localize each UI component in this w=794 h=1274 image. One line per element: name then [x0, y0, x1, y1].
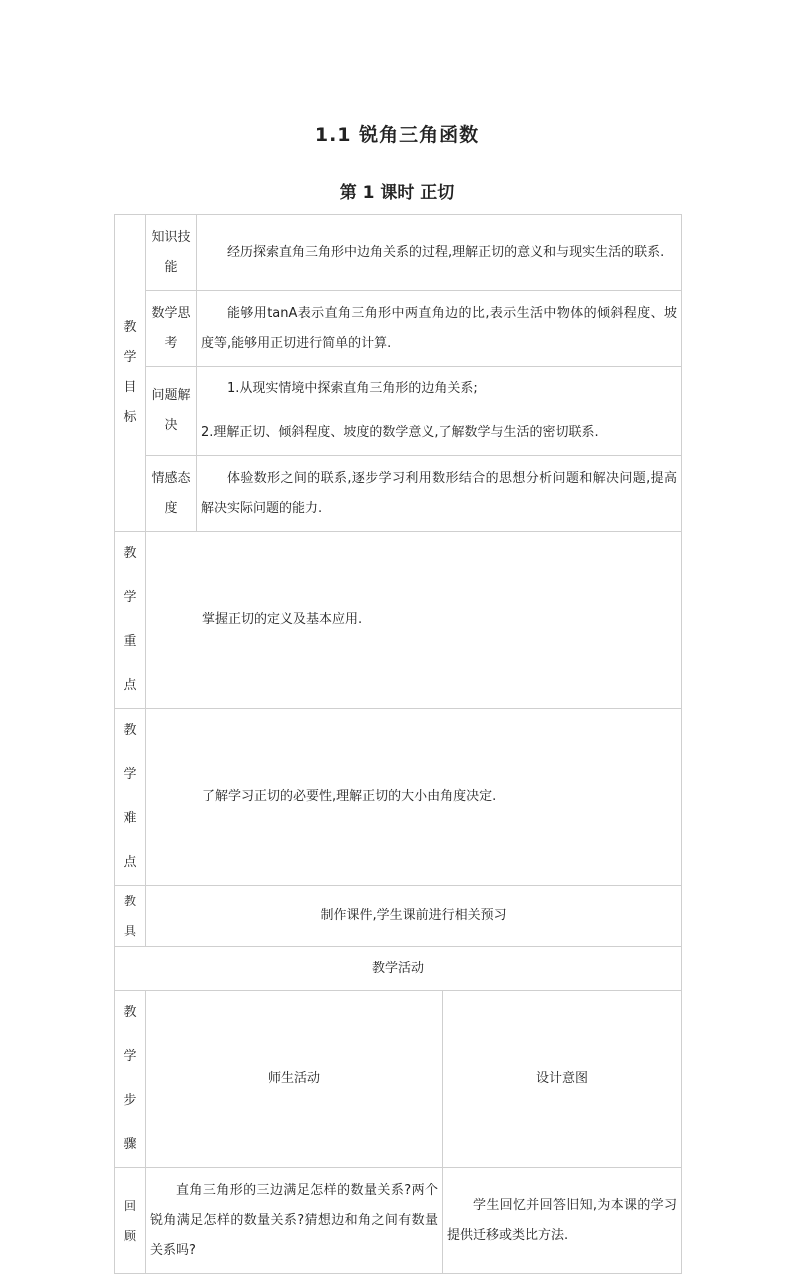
- objective-text-emotion: 体验数形之间的联系,逐步学习利用数形结合的思想分析问题和解决问题,提高解决实际问题的能力.: [197, 456, 682, 532]
- tools-text: 制作课件,学生课前进行相关预习: [146, 886, 682, 947]
- steps-col-intent: 设计意图: [443, 991, 682, 1168]
- objectives-label: [115, 215, 146, 532]
- difficulties-label: [115, 709, 146, 886]
- review-row: [115, 1168, 682, 1274]
- objective-text-thinking: 能够用tanA表示直角三角形中两直角边的比,表示生活中物体的倾斜程度、坡度等,能够用正切进行简单的计算.: [197, 291, 682, 367]
- objectives-label-text: 教 学 目 标: [123, 320, 137, 425]
- objective-row-thinking: [115, 291, 682, 367]
- objective-text-knowledge: 经历探索直角三角形中边角关系的过程,理解正切的意义和与现实生活的联系.: [197, 215, 682, 291]
- lesson-subtitle: 第 1 课时 正切: [339, 183, 455, 203]
- key-points-row: [115, 532, 682, 709]
- key-points-label-text: 教学 重点: [123, 546, 137, 693]
- review-activity: 直角三角形的三边满足怎样的数量关系?两个锐角满足怎样的数量关系?猜想边和角之间有数量关系吗?: [146, 1168, 443, 1274]
- difficulties-row: [115, 709, 682, 886]
- objective-label-knowledge: 知识技能: [146, 215, 197, 291]
- objective-label-emotion: 情感态度: [146, 456, 197, 532]
- review-intent: 学生回忆并回答旧知,为本课的学习提供迁移或类比方法.: [443, 1168, 682, 1274]
- steps-label: [115, 991, 146, 1168]
- objective-row-knowledge: [115, 215, 682, 291]
- document-title: 1.1 锐角三角函数: [314, 124, 480, 146]
- key-points-text: 掌握正切的定义及基本应用.: [146, 532, 682, 709]
- steps-header-row: [115, 991, 682, 1168]
- difficulties-label-text: 教学 难点: [123, 723, 137, 870]
- tools-label: 教具: [115, 886, 146, 947]
- key-points-label: [115, 532, 146, 709]
- review-label: 回顾: [115, 1168, 146, 1274]
- steps-label-text: 教学 步骤: [123, 1005, 137, 1152]
- objective-problem-line2: 2.理解正切、倾斜程度、坡度的数学意义,了解数学与生活的密切联系.: [201, 425, 599, 440]
- objective-text-problem: [197, 367, 682, 456]
- difficulties-text: 了解学习正切的必要性,理解正切的大小由角度决定.: [146, 709, 682, 886]
- objective-label-thinking: 数学思考: [146, 291, 197, 367]
- steps-col-activity: 师生活动: [146, 991, 443, 1168]
- objective-problem-line1: 1.从现实情境中探索直角三角形的边角关系;: [227, 381, 478, 396]
- lesson-plan-table: [114, 214, 682, 1274]
- tools-row: [115, 886, 682, 947]
- objective-row-emotion: [115, 456, 682, 532]
- objective-row-problem: [115, 367, 682, 456]
- activities-header-row: [115, 947, 682, 991]
- objective-label-problem: 问题解决: [146, 367, 197, 456]
- activities-header: 教学活动: [115, 947, 682, 991]
